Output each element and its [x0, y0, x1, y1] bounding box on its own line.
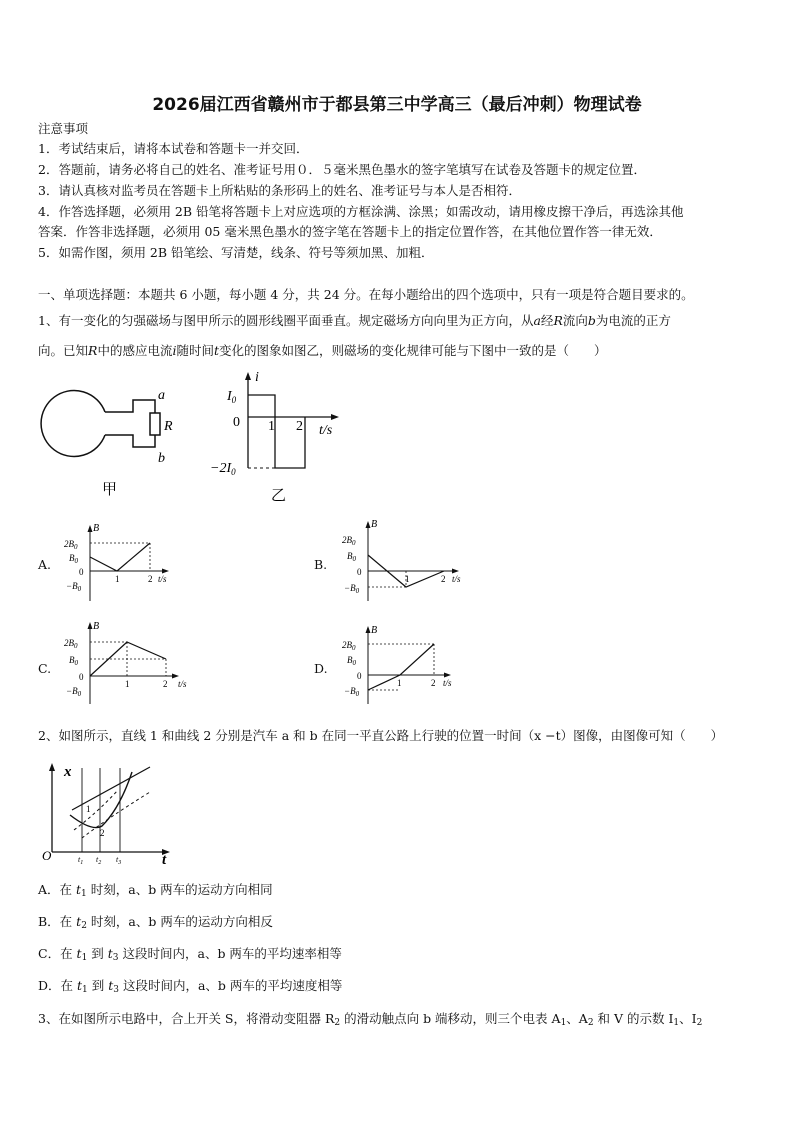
figure-jia-coil	[38, 380, 188, 500]
svg-text:B: B	[93, 621, 100, 632]
svg-text:B0: $B_0$	[69, 553, 78, 565]
svg-text:1: 1	[397, 678, 402, 688]
figure-yi-current-graph	[205, 368, 345, 508]
option-A-graph[interactable]	[62, 523, 182, 605]
svg-text:t/s: t/s	[452, 574, 461, 584]
q2-line1-label: 1	[86, 804, 91, 814]
svg-text:−2I0: $-2I_0$	[210, 461, 236, 477]
notice-item-1: 1．考试结束后，请将本试卷和答题卡一并交回．	[38, 141, 309, 156]
svg-text:0: 0	[79, 672, 84, 682]
section-heading: 一、单项选择题：本题共 6 小题，每小题 4 分，共 24 分。在每小题给出的四个选项中，只有一项是符合题目要求的。	[38, 287, 694, 302]
option-D-graph[interactable]	[340, 624, 470, 708]
q2-curve2-label: 2	[100, 828, 105, 838]
fig-yi-tick-2: 2	[296, 419, 303, 434]
svg-text:B0: $B_0$	[347, 551, 356, 563]
q2-option-C[interactable]: C．在 $t_1$ 到 $t_3$ 这段时间内，a、b 两车的平均速率相等	[38, 946, 342, 963]
q2-x-t-graph	[38, 760, 178, 868]
fig-jia-b-label: b	[158, 451, 165, 466]
svg-text:2B0: $2B_0$	[342, 640, 356, 652]
svg-text:1: 1	[115, 574, 120, 584]
notice-heading: 注意事项	[38, 121, 89, 136]
option-D-label[interactable]: D.	[314, 661, 328, 676]
fig-yi-i-label: i	[255, 370, 259, 385]
svg-text:0: 0	[357, 567, 362, 577]
q1-stem-line1: 1、有一变化的匀强磁场与图甲所示的圆形线圈平面垂直。规定磁场方向向里为正方向，从a经R流向b为电流的正方	[38, 313, 671, 328]
svg-text:1: 1	[125, 679, 130, 689]
notice-item-3: 3．请认真核对监考员在答题卡上所粘贴的条形码上的姓名、准考证号与本人是否相符．	[38, 183, 521, 198]
q2-option-A[interactable]: A．在 $t_1$ 时刻，a、b 两车的运动方向相同	[38, 882, 273, 899]
fig-yi-tick-1: 1	[268, 419, 275, 434]
option-B-graph[interactable]	[338, 519, 473, 605]
fig-yi-caption: 乙	[271, 488, 287, 504]
svg-text:2B0: $2B_0$	[64, 539, 78, 551]
svg-text:t/s: t/s	[158, 574, 167, 584]
q2-option-B[interactable]: B．在 $t_2$ 时刻，a、b 两车的运动方向相反	[38, 914, 273, 931]
svg-text:−B0: $-B_0$	[344, 686, 360, 698]
svg-text:−B0: $-B_0$	[66, 686, 82, 698]
option-B-label[interactable]: B.	[314, 557, 328, 572]
svg-text:t3: $t_3$	[116, 855, 122, 866]
svg-text:t/s: t/s	[178, 679, 187, 689]
svg-text:0: 0	[357, 671, 362, 681]
q2-stem: 2、如图所示，直线 1 和曲线 2 分别是汽车 a 和 b 在同一平直公路上行驶的位置一时间（x −t）图像，由图像可知（ ）	[38, 728, 724, 743]
q2-x-label: x	[64, 764, 72, 780]
svg-text:t/s: t/s	[443, 678, 452, 688]
svg-text:−B0: $-B_0$	[344, 583, 360, 595]
fig-jia-caption: 甲	[102, 482, 118, 498]
svg-text:2B0: $2B_0$	[64, 638, 78, 650]
svg-text:−B0: $-B_0$	[66, 581, 82, 593]
fig-jia-a-label: a	[158, 388, 165, 403]
q2-option-D[interactable]: D．在 $t_1$ 到 $t_3$ 这段时间内，a、b 两车的平均速度相等	[38, 978, 343, 995]
svg-text:B0: $B_0$	[69, 655, 78, 667]
option-C-graph[interactable]	[62, 620, 197, 708]
svg-text:2B0: $2B_0$	[342, 535, 356, 547]
svg-text:2: 2	[441, 574, 446, 584]
q2-t-label: t	[162, 852, 167, 868]
notice-item-2: 2．答题前，请务必将自己的姓名、准考证号用０．５毫米黑色墨水的签字笔填写在试卷及答题卡的规定位置．	[38, 162, 646, 177]
fig-yi-zero: 0	[233, 415, 240, 430]
svg-text:t1: $t_1$	[78, 855, 84, 866]
q1-stem-line2: 向。已知R中的感应电流i随时间t变化的图象如图乙，则磁场的变化规律可能与下图中一致的是（ ）	[38, 343, 607, 358]
svg-text:B: B	[371, 519, 378, 530]
svg-text:B0: $B_0$	[347, 655, 356, 667]
svg-text:0: 0	[79, 567, 84, 577]
notice-item-5: 5．如需作图，须用 2B 铅笔绘、写清楚，线条、符号等须加黑、加粗．	[38, 245, 434, 260]
svg-text:1: 1	[405, 574, 410, 584]
page-title: 2026届江西省赣州市于都县第三中学高三（最后冲刺）物理试卷	[152, 95, 642, 115]
svg-text:2: 2	[431, 678, 436, 688]
svg-text:2: 2	[148, 574, 153, 584]
fig-jia-R-label: R	[164, 419, 173, 434]
q2-origin-label: O	[42, 848, 52, 863]
svg-text:B: B	[371, 625, 378, 636]
option-A-label[interactable]: A.	[38, 557, 52, 572]
notice-item-4: 4．作答选择题，必须用 2B 铅笔将答题卡上对应选项的方框涂满、涂黑；如需改动，请用橡皮擦干净后，再选涂其他	[38, 204, 684, 219]
svg-text:B: B	[93, 523, 100, 534]
svg-text:2: 2	[163, 679, 168, 689]
svg-text:I0: $I_0$	[227, 389, 237, 405]
svg-text:t2: $t_2$	[96, 855, 102, 866]
q3-stem: 3、在如图所示电路中，合上开关 S，将滑动变阻器 $R_2$ 的滑动触点向 b 端移动，则三个电表 $A_1$、$A_2$ 和 V 的示数 $I_1$、$I_2$	[38, 1011, 703, 1028]
option-C-label[interactable]: C.	[38, 661, 52, 676]
fig-yi-t-axis: t/s	[319, 423, 333, 438]
notice-item-4-cont: 答案．作答非选择题，必须用 05 毫米黑色墨水的签字笔在答题卡上的指定位置作答，在其他位置作答一律无效．	[38, 224, 662, 239]
